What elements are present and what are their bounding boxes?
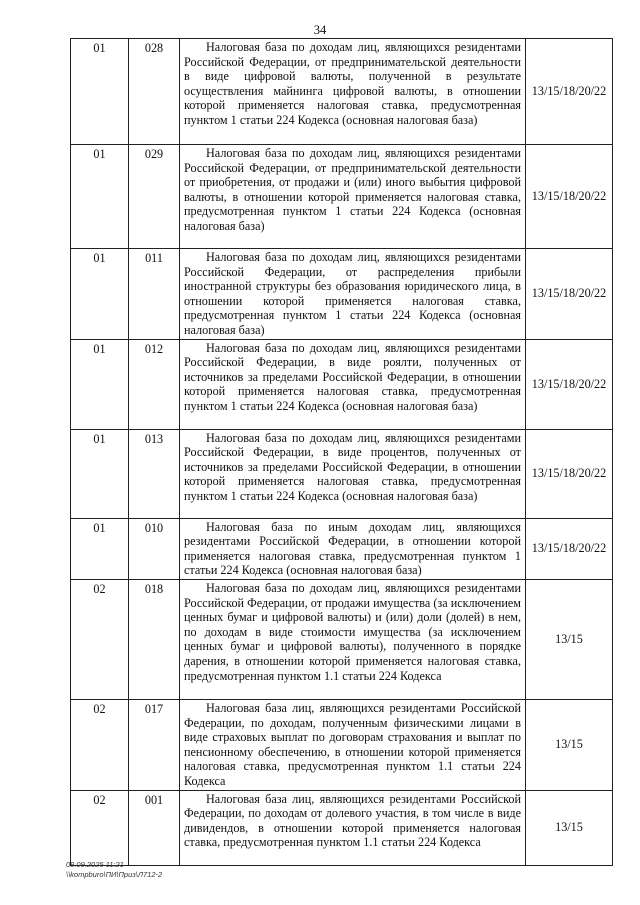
code-cell: 02 xyxy=(71,699,129,790)
description-cell: Налоговая база лиц, являющихся резидентами Российской Федерации, по доходам от долевого участия, в том числе в виде дивидендов, в отношении которой применяется налоговая ставка, предусмотренная пунктом 1.1 статьи 224 Кодекса xyxy=(180,790,526,865)
code-cell: 01 xyxy=(71,339,129,429)
subcode-cell: 017 xyxy=(129,699,180,790)
description-cell: Налоговая база лиц, являющихся резидентами Российской Федерации, по доходам, полученным физическими лицами в виде страховых выплат по договорам страхования и выплат по пенсионному обеспечению, в отношении которой применяется налоговая ставка, предусмотренная пунктом 1.1 статьи 224 Кодекса xyxy=(180,699,526,790)
rate-cell: 13/15 xyxy=(526,699,613,790)
code-cell: 02 xyxy=(71,790,129,865)
subcode-cell: 029 xyxy=(129,145,180,249)
table-row xyxy=(71,790,613,865)
footer-timestamp: 09.09.2025 11:21 xyxy=(66,860,124,869)
table-row xyxy=(71,249,613,340)
code-cell: 01 xyxy=(71,429,129,518)
table-row xyxy=(71,518,613,579)
rate-cell: 13/15 xyxy=(526,579,613,699)
rate-cell: 13/15/18/20/22 xyxy=(526,145,613,249)
table-row xyxy=(71,39,613,145)
subcode-cell: 013 xyxy=(129,429,180,518)
subcode-cell: 012 xyxy=(129,339,180,429)
description-cell: Налоговая база по доходам лиц, являющихся резидентами Российской Федерации, в виде роялти, полученных от источников за пределами Российской Федерации, в отношении которой применяется налоговая ставка, предусмотренная пунктом 1 статьи 224 Кодекса (основная налоговая база) xyxy=(180,339,526,429)
rate-cell: 13/15 xyxy=(526,790,613,865)
subcode-cell: 018 xyxy=(129,579,180,699)
code-cell: 02 xyxy=(71,579,129,699)
rate-cell: 13/15/18/20/22 xyxy=(526,39,613,145)
code-cell: 01 xyxy=(71,145,129,249)
description-cell: Налоговая база по доходам лиц, являющихся резидентами Российской Федерации, от предпринимательской деятельности от приобретения, от продажи и (или) иного выбытия цифровой валюты, в отношении которой применяется налоговая ставка, предусмотренная пунктом 1 статьи 224 Кодекса (основная налоговая база) xyxy=(180,145,526,249)
page-number: 34 xyxy=(313,23,327,37)
rate-cell: 13/15/18/20/22 xyxy=(526,429,613,518)
subcode-cell: 028 xyxy=(129,39,180,145)
description-cell: Налоговая база по доходам лиц, являющихся резидентами Российской Федерации, от распределения прибыли иностранной структуры без образования юридического лица, в отношении которой применяется налоговая ставка, предусмотренная пунктом 1 статьи 224 Кодекса (основная налоговая база) xyxy=(180,249,526,340)
subcode-cell: 010 xyxy=(129,518,180,579)
code-cell: 01 xyxy=(71,249,129,340)
table-row xyxy=(71,339,613,429)
rate-cell: 13/15/18/20/22 xyxy=(526,339,613,429)
code-cell: 01 xyxy=(71,39,129,145)
table-row xyxy=(71,145,613,249)
tax-base-codes-table xyxy=(70,38,613,866)
table-row xyxy=(71,699,613,790)
rate-cell: 13/15/18/20/22 xyxy=(526,518,613,579)
table-row xyxy=(71,429,613,518)
code-cell: 01 xyxy=(71,518,129,579)
description-cell: Налоговая база по доходам лиц, являющихся резидентами Российской Федерации, в виде процентов, полученных от источников за пределами Российской Федерации, в отношении которой применяется налоговая ставка, предусмотренная пунктом 1 статьи 224 Кодекса (основная налоговая база) xyxy=(180,429,526,518)
table-row xyxy=(71,579,613,699)
description-cell: Налоговая база по доходам лиц, являющихся резидентами Российской Федерации, от предпринимательской деятельности в виде цифровой валюты, полученной в результате осуществления майнинга цифровой валюты, в отношении которой применяется налоговая ставка, предусмотренная пунктом 1 статьи 224 Кодекса (основная налоговая база) xyxy=(180,39,526,145)
rate-cell: 13/15/18/20/22 xyxy=(526,249,613,340)
description-cell: Налоговая база по доходам лиц, являющихся резидентами Российской Федерации, от продажи имущества (за исключением ценных бумаг и цифровой валюты) и (или) доли (долей) в нем, по доходам в виде стоимости имущества (за исключением ценных бумаг и цифровой валюты), полученного в порядке дарения, в отношении которой применяется налоговая ставка, предусмотренная пунктом 1.1 статьи 224 Кодекса xyxy=(180,579,526,699)
footer-file-reference: \\kompburo\ПИ\Приз\Л712-2 xyxy=(66,870,163,879)
description-cell: Налоговая база по иным доходам лиц, являющихся резидентами Российской Федерации, в отношении которой применяется налоговая ставка, предусмотренная пунктом 1 статьи 224 Кодекса (основная налоговая база) xyxy=(180,518,526,579)
subcode-cell: 001 xyxy=(129,790,180,865)
subcode-cell: 011 xyxy=(129,249,180,340)
